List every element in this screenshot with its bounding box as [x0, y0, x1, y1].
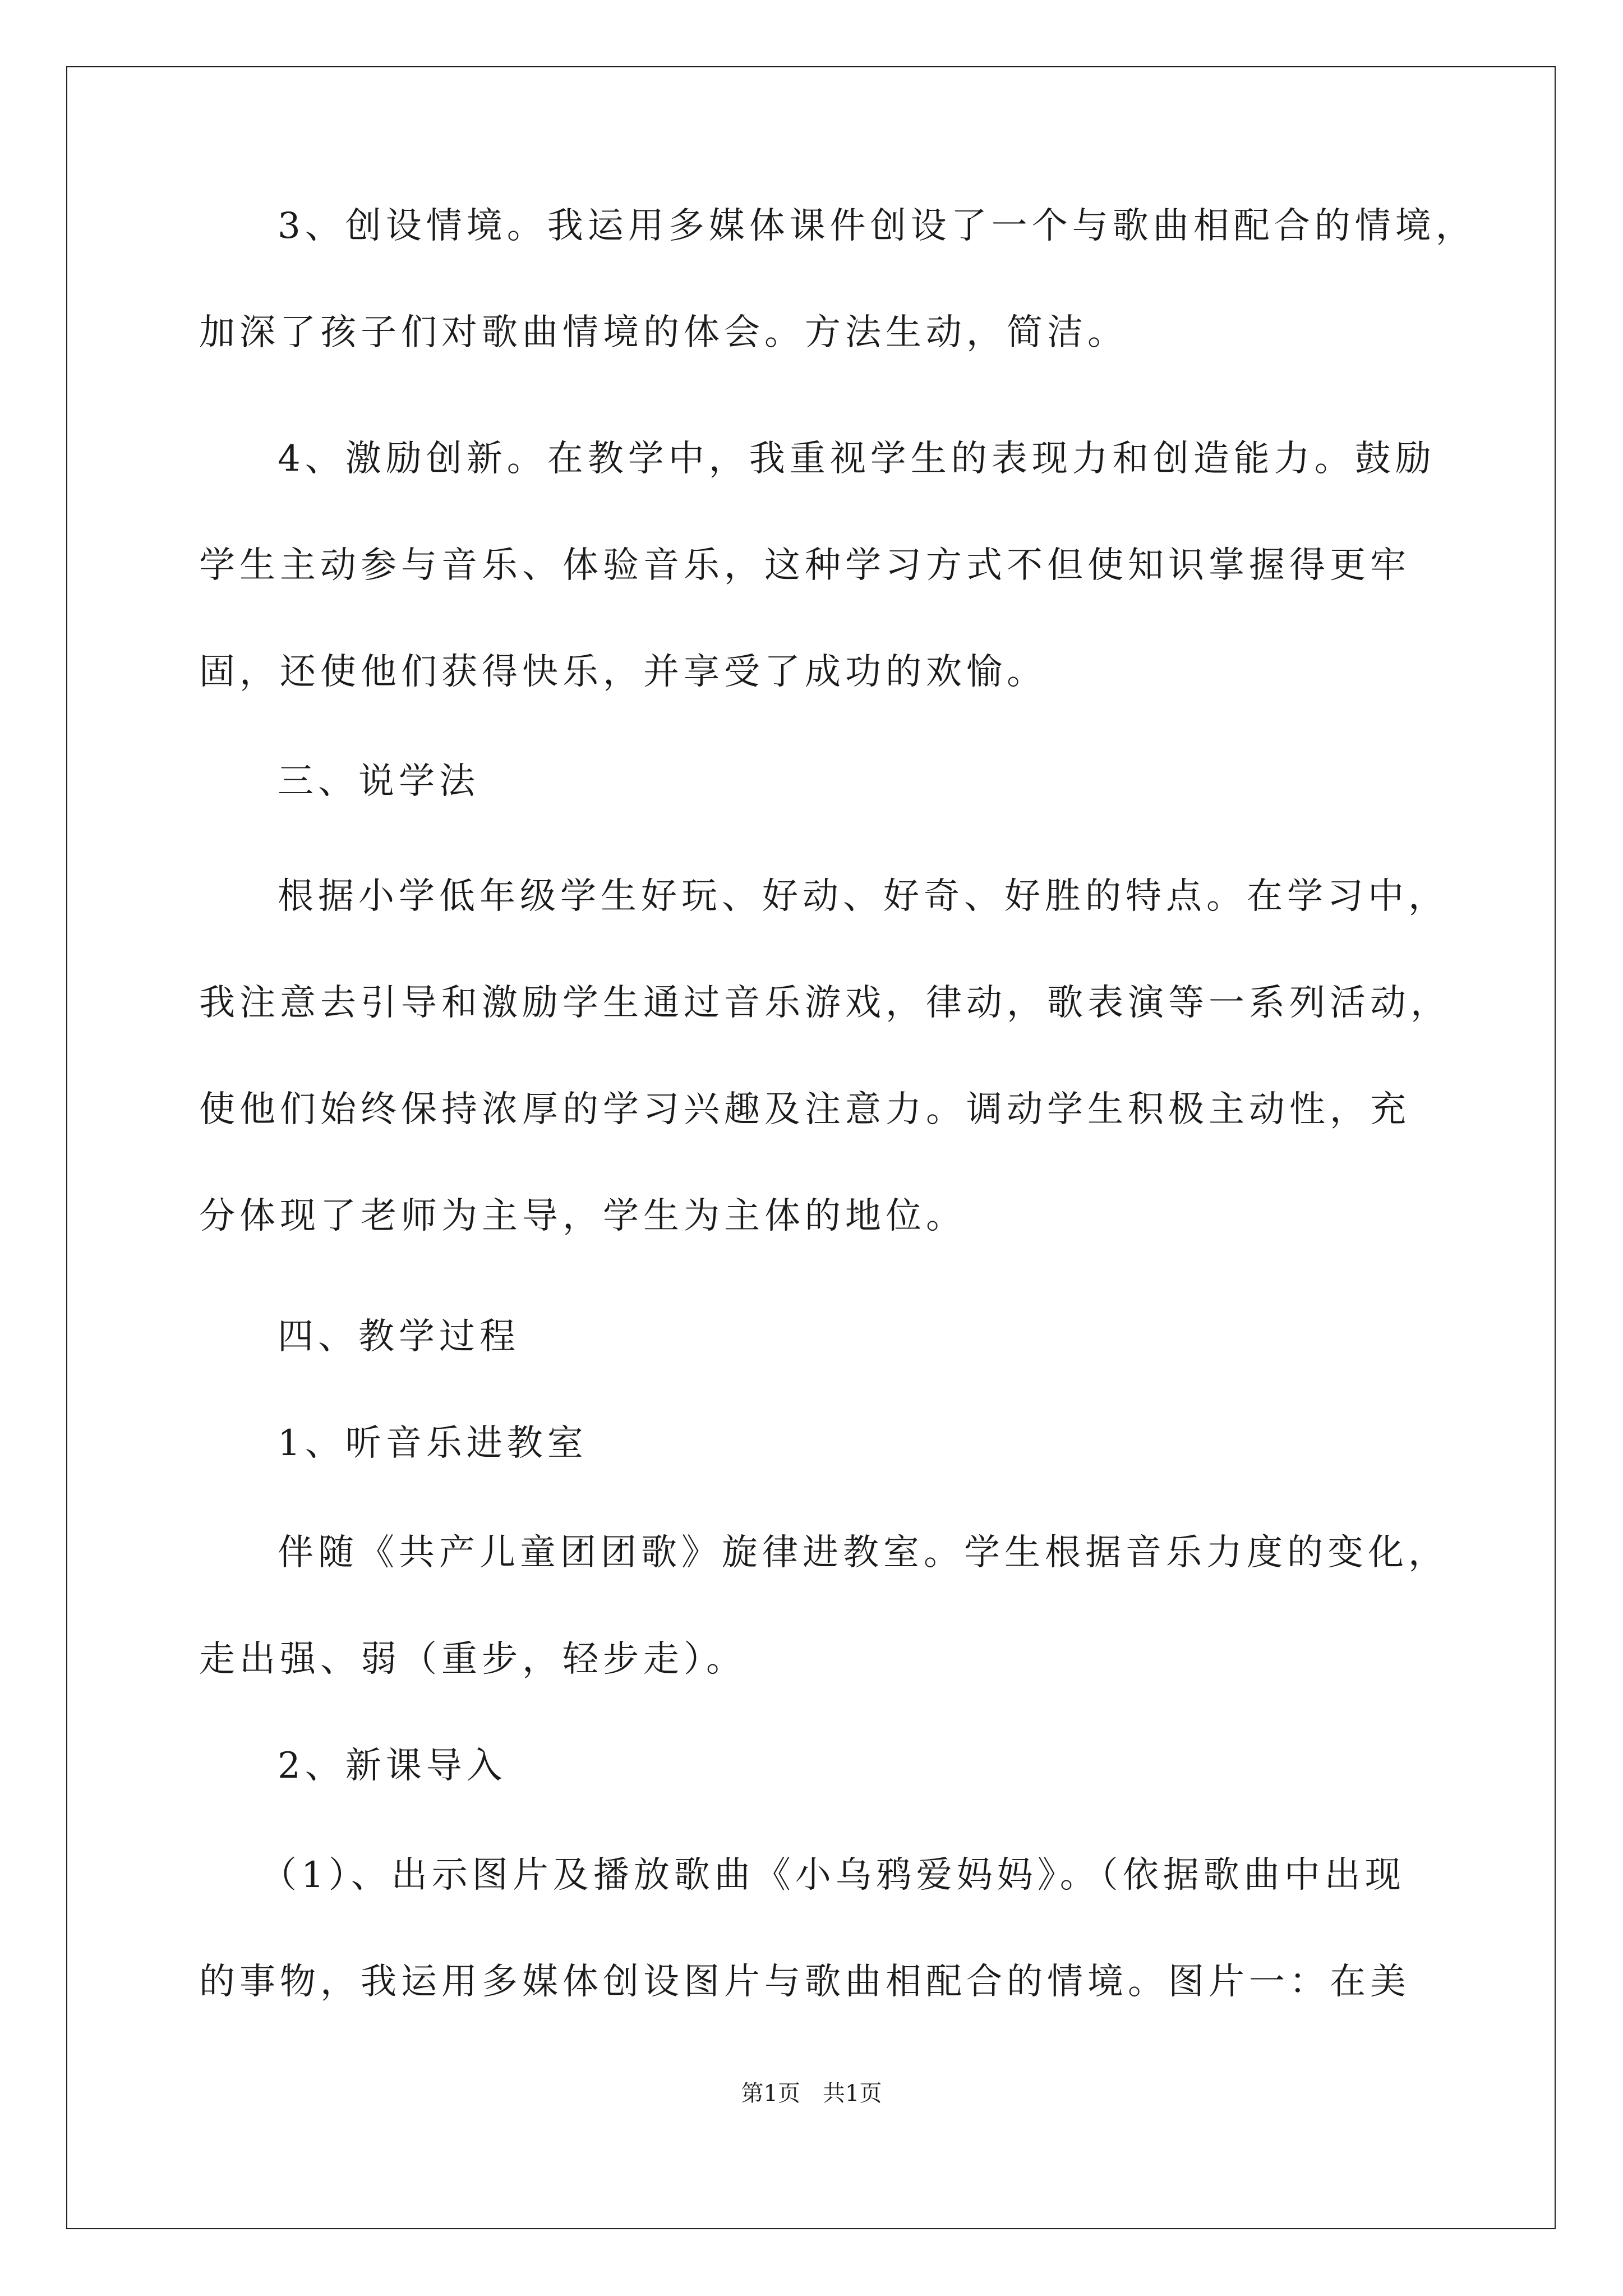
text-line: 学生主动参与音乐、体验音乐，这种学习方式不但使知识掌握得更牢	[199, 545, 1410, 586]
text-line: 4、激励创新。在教学中，我重视学生的表现力和创造能力。鼓励	[278, 438, 1436, 480]
text-line: 根据小学低年级学生好玩、好动、好奇、好胜的特点。在学习中，	[278, 876, 1449, 917]
subsection-heading: 1、听音乐进教室	[278, 1423, 588, 1464]
text-line: 加深了孩子们对歌曲情境的体会。方法生动，简洁。	[199, 312, 1128, 353]
text-line: 走出强、弱（重步，轻步走）。	[199, 1639, 746, 1680]
text-line: 使他们始终保持浓厚的学习兴趣及注意力。调动学生积极主动性，充	[199, 1089, 1410, 1130]
section-heading: 三、说学法	[278, 761, 479, 802]
section-heading: 四、教学过程	[278, 1316, 520, 1358]
text-line: （1）、出示图片及播放歌曲《小乌鸦爱妈妈》。（依据歌曲中出现	[261, 1855, 1405, 1896]
page-border	[66, 66, 1556, 2229]
text-line: 的事物，我运用多媒体创设图片与歌曲相配合的情境。图片一：在美	[199, 1961, 1410, 2003]
page-number: 第1页 共1页	[741, 2081, 882, 2106]
subsection-heading: 2、新课导入	[278, 1745, 507, 1787]
text-line: 3、创设情境。我运用多媒体课件创设了一个与歌曲相配合的情境，	[278, 205, 1476, 247]
text-line: 分体现了老师为主导，学生为主体的地位。	[199, 1195, 966, 1237]
text-line: 我注意去引导和激励学生通过音乐游戏，律动，歌表演等一系列活动，	[199, 982, 1451, 1024]
text-line: 伴随《共产儿童团团歌》旋律进教室。学生根据音乐力度的变化，	[278, 1532, 1449, 1573]
text-line: 固，还使他们获得快乐，并享受了成功的欢愉。	[199, 651, 1047, 693]
